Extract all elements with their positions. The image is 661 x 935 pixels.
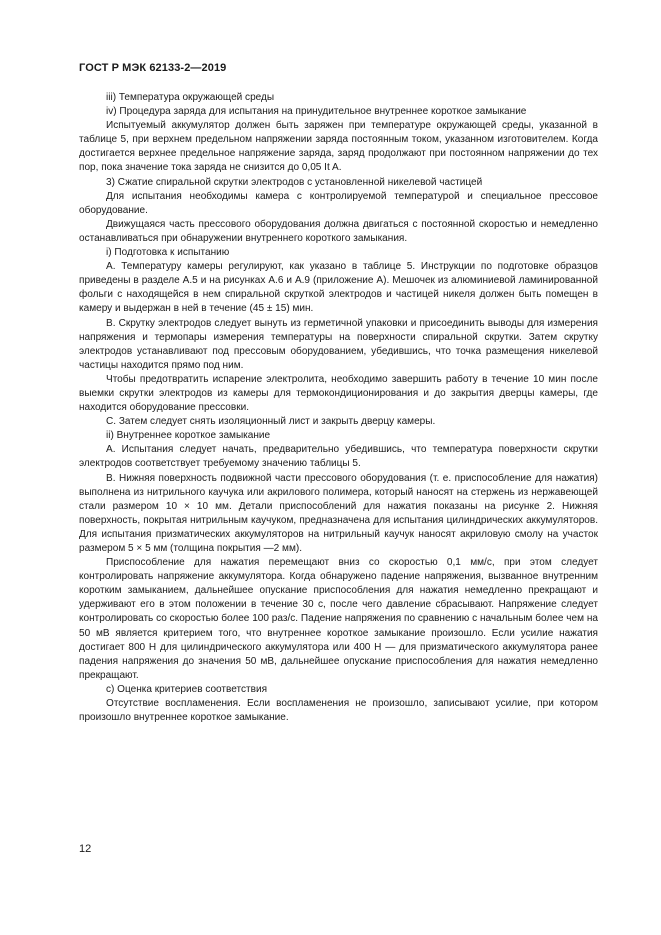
paragraph-short-circuit-heading: ii) Внутреннее короткое замыкание	[106, 430, 271, 442]
paragraph-prep-b: B. Скрутку электродов следует вынуть из герметичной упаковки и присоединить выводы для измерения напряжения и термопары измерения температуры на поверхности спиральной скрутки. Затем скрутку электродов устанавливают под прессовым оборудованием, убедившись, что точка размещения никелевой частицы находится прямо под ним.	[79, 317, 598, 371]
paragraph-evaporation: Чтобы предотвратить испарение электролита, необходимо завершить работу в течение 10 мин после выемки скрутки электродов из камеры для термокондиционирования и до закрытия дверцы камеры, где находится оборудование прессовки.	[79, 373, 598, 414]
paragraph-compression-heading: 3) Сжатие спиральной скрутки электродов с установленной никелевой частицей	[106, 176, 483, 188]
paragraph-prep-a: A. Температуру камеры регулируют, как указано в таблице 5. Инструкции по подготовке образцов приведены в разделе А.5 и на рисунках А.6 и А.9 (приложение А). Мешочек из алюминиевой ламинированной фольги с находящейся в нем спиральной скруткой электродов и частицей никеля должен быть помещен в камеру и выдержан в ней в течение (45 ± 15) мин.	[79, 261, 598, 315]
paragraph-sc-a: A. Испытания следует начать, предварительно убедившись, что температура поверхности скрутки электродов соответствует требуемому значению таблицы 5.	[79, 444, 598, 470]
paragraph-sc-b: B. Нижняя поверхность подвижной части прессового оборудования (т. е. приспособление для нажатия) выполнена из нитрильного каучука или акрилового полимера, который наносят на стержень из нержавеющей стали размером 10 × 10 мм. Детали приспособлений для нажатия показаны на рисунке 2. Нижняя поверхность, покрытая нитрильным каучуком, предназначена для испытания цилиндрических аккумуляторов. Для испытания призматических аккумуляторов на нитрильный каучук наносят акриловую смолу на участок размером 5 × 5 мм (толщина покрытия —2 мм).	[79, 472, 598, 554]
paragraph-equipment: Для испытания необходимы камера с контролируемой температурой и специальное прессовое оборудование.	[79, 190, 598, 216]
paragraph-preparation-heading: i) Подготовка к испытанию	[106, 247, 230, 259]
document-body	[79, 91, 598, 725]
paragraph-criteria-heading: c) Оценка критериев соответствия	[106, 683, 268, 695]
paragraph-moving-part: Движущаяся часть прессового оборудования должна двигаться с постоянной скоростью и немедленно останавливаться при обнаружении внутреннего короткого замыкания.	[79, 218, 598, 244]
document-header-title: ГОСТ Р МЭК 62133-2—2019	[79, 62, 227, 74]
paragraph-pressing-procedure: Приспособление для нажатия перемещают вниз со скоростью 0,1 мм/с, при этом следует контролировать напряжение аккумулятора. Когда обнаружено падение напряжения, вызванное внутренним коротким замыканием, дальнейшее опускание приспособления для нажатия немедленно прекращают и удерживают его в этом положении в течение 30 с, после чего давление сбрасывают. Напряжение следует контролировать со скоростью более 100 раз/с. Падение напряжения по сравнению с начальным более чем на 50 мВ является критерием того, что внутреннее короткое замыкание произошло. Если усилие нажатия достигает 800 Н для цилиндрического аккумулятора или 400 Н — для призматического аккумулятора ранее падения напряжения до значения 50 мВ, дальнейшее опускание приспособления для нажатия немедленно прекращают.	[79, 557, 598, 681]
page-number: 12	[79, 843, 92, 855]
paragraph-ambient-temperature: iii) Температура окружающей среды	[106, 92, 275, 103]
paragraph-criteria-text: Отсутствие воспламенения. Если воспламенения не произошло, записывают усилие, при котором произошло внутреннее короткое замыкание.	[79, 698, 598, 724]
paragraph-prep-c: C. Затем следует снять изоляционный лист и закрыть дверцу камеры.	[106, 416, 436, 428]
paragraph-charge-procedure: iv) Процедура заряда для испытания на принудительное внутреннее короткое замыкание	[106, 106, 527, 118]
paragraph-charge-description: Испытуемый аккумулятор должен быть заряжен при температуре окружающей среды, указанной в таблице 5, при верхнем предельном напряжении заряда постоянным током, указанном изготовителем. Когда достигается верхнее предельное напряжение заряда, заряд продолжают при постоянном напряжении до тех пор, пока значение тока заряда не снизится до 0,05 It A.	[79, 120, 598, 174]
